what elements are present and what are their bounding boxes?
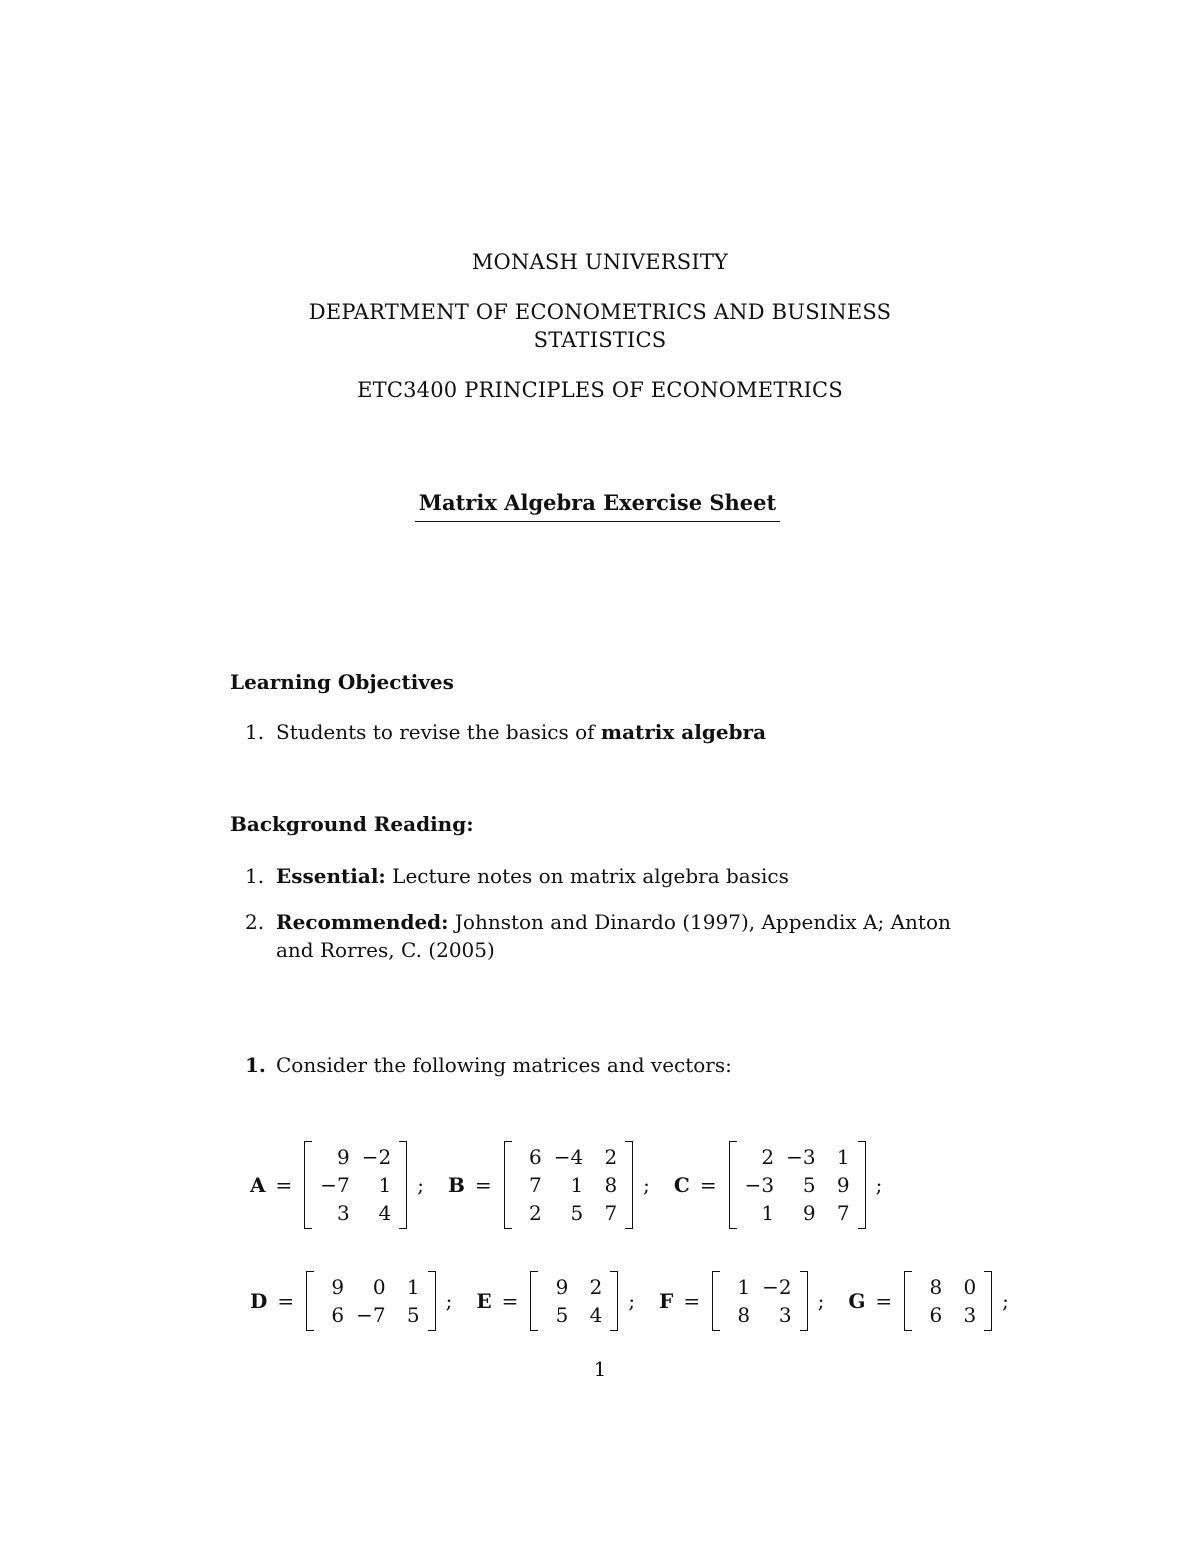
reading-label: Recommended:	[276, 910, 449, 934]
matrix-cell: −4	[553, 1145, 584, 1169]
matrix-cell: 6	[528, 1145, 542, 1169]
objective-number: 1.	[245, 720, 265, 744]
question-number: 1.	[245, 1053, 266, 1077]
matrix-cell: 7	[604, 1201, 618, 1225]
matrix-bracket	[729, 1141, 866, 1229]
matrix-label: C	[673, 1173, 690, 1197]
matrix-cell: 4	[589, 1303, 603, 1327]
matrix-cell: 2	[604, 1145, 618, 1169]
matrix-cell: 9	[337, 1145, 350, 1169]
matrix-e	[476, 1271, 635, 1331]
question-text: Consider the following matrices and vectors:	[276, 1053, 732, 1077]
matrix-cell: 1	[737, 1275, 751, 1299]
matrix-cell: 7	[836, 1201, 850, 1225]
matrix-label: G	[848, 1289, 866, 1313]
equals-sign: =	[275, 1173, 293, 1197]
matrix-cell: 3	[778, 1303, 792, 1327]
reading-number: 1.	[245, 864, 265, 888]
matrix-label: B	[448, 1173, 465, 1197]
matrix-cell: 2	[761, 1145, 775, 1169]
matrix-cell: 2	[528, 1201, 542, 1225]
reading-number: 2.	[245, 910, 265, 934]
matrix-cell: −3	[786, 1145, 816, 1169]
separator: ;	[1002, 1289, 1009, 1313]
matrix-cell: 4	[378, 1201, 392, 1225]
equals-sign: =	[875, 1289, 893, 1313]
matrix-cell: 7	[528, 1173, 542, 1197]
department-line-1: DEPARTMENT OF ECONOMETRICS AND BUSINESS	[308, 300, 892, 324]
matrix-cell: 1	[570, 1173, 584, 1197]
matrix-cell: 8	[604, 1173, 618, 1197]
matrix-cell: 1	[761, 1201, 775, 1225]
objective-bold: matrix algebra	[600, 720, 767, 744]
matrix-cell: 9	[802, 1201, 816, 1225]
matrix-label: E	[476, 1289, 492, 1313]
matrix-label: F	[659, 1289, 674, 1313]
sheet-title: Matrix Algebra Exercise Sheet	[415, 490, 780, 522]
matrix-g	[848, 1271, 1009, 1331]
separator: ;	[817, 1289, 825, 1313]
matrix-cell: 0	[372, 1275, 386, 1299]
separator: ;	[628, 1289, 636, 1313]
matrix-cell: 5	[802, 1173, 816, 1197]
matrix-row-1	[250, 1135, 906, 1235]
equals-sign: =	[683, 1289, 701, 1313]
objective-item	[245, 718, 766, 746]
matrix-bracket	[504, 1141, 633, 1229]
matrix-label: A	[250, 1173, 266, 1197]
matrix-bracket	[530, 1271, 618, 1331]
equals-sign: =	[501, 1289, 519, 1313]
equals-sign: =	[474, 1173, 492, 1197]
matrix-cell: 9	[331, 1275, 345, 1299]
matrix-cell: −7	[320, 1173, 350, 1197]
matrix-cell: 1	[406, 1275, 420, 1299]
matrix-row-2	[250, 1251, 1033, 1351]
matrix-bracket	[306, 1271, 435, 1331]
reading-text: Johnston and Dinardo (1997), Appendix A; Anton and Rorres, C. (2005)	[276, 910, 951, 962]
reading-text: Lecture notes on matrix algebra basics	[385, 864, 789, 888]
objective-text: Students to revise the basics of	[276, 720, 601, 744]
matrix-cell: 5	[570, 1201, 584, 1225]
matrix-cell: 1	[378, 1173, 392, 1197]
matrix-c	[674, 1141, 882, 1229]
matrix-f	[659, 1271, 824, 1331]
matrix-cell: 8	[929, 1275, 943, 1299]
reading-item-essential	[245, 862, 789, 890]
matrix-d	[250, 1271, 452, 1331]
separator: ;	[417, 1173, 425, 1197]
separator: ;	[445, 1289, 453, 1313]
matrix-cell: 5	[555, 1303, 569, 1327]
matrix-cell: 1	[836, 1145, 850, 1169]
matrix-cell: −3	[744, 1173, 775, 1197]
matrix-cell: 5	[406, 1303, 420, 1327]
matrix-cell: 6	[929, 1303, 943, 1327]
page-number: 1	[593, 1357, 607, 1381]
matrix-cell: 9	[555, 1275, 569, 1299]
matrix-cell: 9	[836, 1173, 850, 1197]
matrix-cell: −2	[361, 1145, 392, 1169]
reading-label: Essential:	[276, 864, 386, 888]
matrix-cell: 8	[737, 1303, 751, 1327]
matrix-cell: 2	[589, 1275, 603, 1299]
separator: ;	[643, 1173, 650, 1197]
matrix-b	[448, 1141, 650, 1229]
matrix-cell: 6	[331, 1303, 345, 1327]
matrix-label: D	[250, 1289, 268, 1313]
separator: ;	[875, 1173, 883, 1197]
reading-item-recommended	[245, 908, 995, 964]
equals-sign: =	[277, 1289, 295, 1313]
matrix-cell: 0	[963, 1275, 977, 1299]
matrix-cell: 3	[337, 1201, 350, 1225]
course-title: ETC3400 PRINCIPLES OF ECONOMETRICS	[357, 378, 843, 402]
background-reading-heading: Background Reading:	[230, 812, 474, 836]
matrix-bracket	[304, 1141, 407, 1229]
university-name: MONASH UNIVERSITY	[471, 250, 729, 274]
matrix-cell: 3	[963, 1303, 977, 1327]
equals-sign: =	[699, 1173, 717, 1197]
question-1	[245, 1051, 732, 1079]
matrix-a	[250, 1141, 424, 1229]
matrix-cell: −7	[356, 1303, 386, 1327]
matrix-cell: −2	[762, 1275, 792, 1299]
learning-objectives-heading: Learning Objectives	[230, 670, 454, 694]
matrix-bracket	[904, 1271, 992, 1331]
matrix-bracket	[712, 1271, 807, 1331]
department-line-2: STATISTICS	[533, 328, 667, 352]
